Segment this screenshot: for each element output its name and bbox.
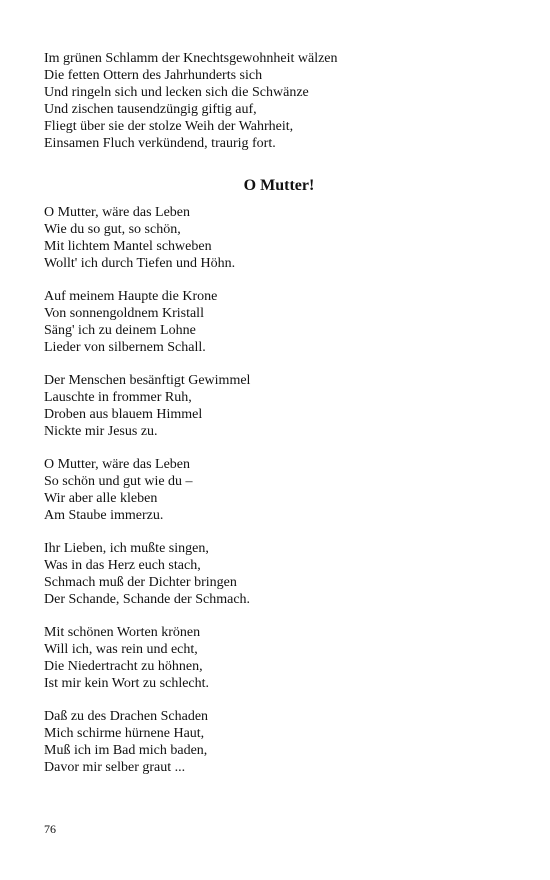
verse-line: O Mutter, wäre das Leben xyxy=(44,205,190,220)
verse-line: Mit lichtem Mantel schweben xyxy=(44,239,212,254)
previous-poem-stanza xyxy=(44,50,514,152)
verse-line: Was in das Herz euch stach, xyxy=(44,558,201,573)
verse-line: Die fetten Ottern des Jahrhunderts sich xyxy=(44,68,263,83)
verse-line: Schmach muß der Dichter bringen xyxy=(44,575,237,590)
verse-line: Droben aus blauem Himmel xyxy=(44,407,203,422)
poem-stanza xyxy=(44,204,514,272)
verse-line: Und ringeln sich und lecken sich die Schwänze xyxy=(44,85,309,100)
verse-line: Der Schande, Schande der Schmach. xyxy=(44,592,251,607)
poem-stanza xyxy=(44,540,514,608)
verse-line: Wir aber alle kleben xyxy=(44,491,158,506)
verse-line: Wie du so gut, so schön, xyxy=(44,222,181,237)
verse-line: Fliegt über sie der stolze Weih der Wahrheit, xyxy=(44,119,294,134)
page-content xyxy=(44,50,514,792)
poem-title: O Mutter! xyxy=(243,177,315,194)
verse-line: Mich schirme hürnene Haut, xyxy=(44,726,205,741)
poem-stanza xyxy=(44,288,514,356)
verse-line: Muß ich im Bad mich baden, xyxy=(44,743,208,758)
verse-line: Auf meinem Haupte die Krone xyxy=(44,289,218,304)
verse-line: Mit schönen Worten krönen xyxy=(44,625,201,640)
verse-line: Einsamen Fluch verkündend, traurig fort. xyxy=(44,136,276,151)
verse-line: Die Niedertracht zu höhnen, xyxy=(44,659,203,674)
verse-line: So schön und gut wie du – xyxy=(44,474,193,489)
poem-stanza xyxy=(44,372,514,440)
verse-line: Der Menschen besänftigt Gewimmel xyxy=(44,373,251,388)
page-number: 76 xyxy=(44,822,56,836)
poem-stanza xyxy=(44,456,514,524)
verse-line: Nickte mir Jesus zu. xyxy=(44,424,158,439)
verse-line: Im grünen Schlamm der Knechtsgewohnheit wälzen xyxy=(44,51,338,66)
verse-line: Und zischen tausendzüngig giftig auf, xyxy=(44,102,257,117)
verse-line: Ist mir kein Wort zu schlecht. xyxy=(44,676,210,691)
verse-line: Wollt' ich durch Tiefen und Höhn. xyxy=(44,256,236,271)
verse-line: Säng' ich zu deinem Lohne xyxy=(44,323,196,338)
verse-line: Will ich, was rein und echt, xyxy=(44,642,198,657)
verse-line: Von sonnengoldnem Kristall xyxy=(44,306,204,321)
verse-line: Daß zu des Drachen Schaden xyxy=(44,709,209,724)
verse-line: Am Staube immerzu. xyxy=(44,508,164,523)
verse-line: Davor mir selber graut ... xyxy=(44,760,186,775)
verse-line: Lieder von silbernem Schall. xyxy=(44,340,206,355)
verse-line: Lauschte in frommer Ruh, xyxy=(44,390,192,405)
verse-line: Ihr Lieben, ich mußte singen, xyxy=(44,541,209,556)
verse-line: O Mutter, wäre das Leben xyxy=(44,457,190,472)
poem-stanza xyxy=(44,708,514,776)
poem-stanza xyxy=(44,624,514,692)
